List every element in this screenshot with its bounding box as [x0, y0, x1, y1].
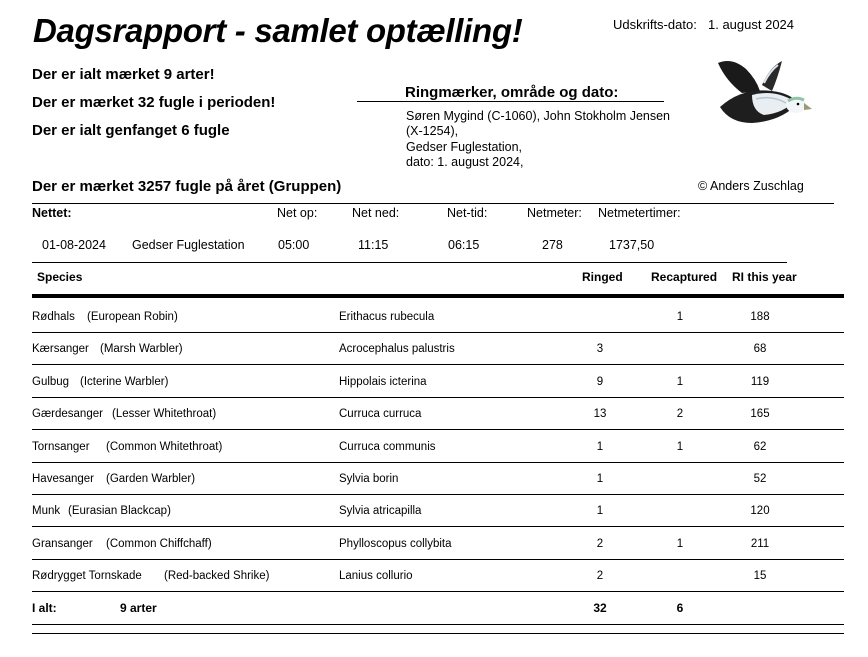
divider — [32, 624, 844, 625]
ringed-count: 1 — [596, 473, 604, 485]
stat-birds-ringed: Der er mærket 32 fugle i perioden! — [32, 94, 276, 111]
net-date: 01-08-2024 — [42, 238, 106, 252]
ringers-line: (X-1254), — [406, 124, 459, 138]
table-row-divider — [32, 429, 844, 430]
net-open-value: 05:00 — [278, 238, 310, 252]
species-latin-name: Sylvia borin — [339, 473, 399, 485]
net-meter-hours-value: 1737,50 — [609, 238, 655, 252]
species-danish-name: Havesanger — [32, 473, 95, 485]
ri-this-year-count: 211 — [750, 538, 770, 550]
col-header-ri-year: RI this year — [732, 270, 797, 284]
table-row-divider — [32, 494, 844, 495]
net-open-label: Net op: — [277, 206, 318, 220]
species-danish-name: Gærdesanger — [32, 408, 103, 420]
species-english-name: (Red-backed Shrike) — [164, 570, 270, 582]
ri-this-year-count: 68 — [753, 343, 767, 355]
species-latin-name: Curruca communis — [339, 441, 436, 453]
ringers-line: dato: 1. august 2024, — [406, 155, 524, 169]
species-danish-name: Kærsanger — [32, 343, 89, 355]
species-danish-name: Munk — [32, 505, 61, 517]
ri-this-year-count: 188 — [750, 311, 770, 323]
net-down-label: Net ned: — [352, 206, 400, 220]
species-latin-name: Curruca curruca — [339, 408, 422, 420]
net-label: Nettet: — [32, 206, 72, 220]
stat-species-count: Der er ialt mærket 9 arter! — [32, 66, 215, 83]
species-english-name: (Common Chiffchaff) — [106, 538, 212, 550]
ringed-count: 2 — [596, 570, 604, 582]
ri-this-year-count: 119 — [750, 376, 770, 388]
stat-recaptured: Der er ialt genfanget 6 fugle — [32, 122, 230, 139]
total-label: I alt: — [32, 601, 57, 615]
recaptured-count: 1 — [676, 538, 684, 550]
net-meters-label: Netmeter: — [527, 206, 582, 220]
col-header-species: Species — [37, 270, 83, 284]
ri-this-year-count: 120 — [750, 505, 770, 517]
net-time-value: 06:15 — [448, 238, 480, 252]
species-english-name: (Common Whitethroat) — [106, 441, 223, 453]
species-danish-name: Rødhals — [32, 311, 75, 323]
net-time-label: Net-tid: — [447, 206, 488, 220]
species-latin-name: Hippolais icterina — [339, 376, 427, 388]
ringers-line: Gedser Fuglestation, — [406, 140, 523, 154]
print-date: 1. august 2024 — [708, 17, 795, 32]
year-total: Der er mærket 3257 fugle på året (Gruppen) — [32, 178, 342, 195]
recaptured-count: 1 — [676, 441, 684, 453]
total-recaptured: 6 — [676, 601, 684, 615]
species-english-name: (Marsh Warbler) — [100, 343, 183, 355]
total-species: 9 arter — [120, 601, 157, 615]
table-row-divider — [32, 332, 844, 333]
recaptured-count: 1 — [676, 376, 684, 388]
net-meter-hours-label: Netmetertimer: — [598, 206, 681, 220]
species-latin-name: Lanius collurio — [339, 570, 413, 582]
ri-this-year-count: 62 — [753, 441, 767, 453]
species-danish-name: Gulbug — [32, 376, 70, 388]
divider — [32, 203, 834, 204]
net-down-value: 11:15 — [358, 238, 389, 252]
species-danish-name: Gransanger — [32, 538, 93, 550]
ringed-count: 3 — [596, 343, 604, 355]
ringed-count: 9 — [596, 376, 604, 388]
ringed-count: 13 — [593, 408, 607, 420]
print-date-label: Udskrifts-dato: — [613, 17, 697, 32]
report-title: Dagsrapport - samlet optælling! — [33, 12, 523, 49]
species-english-name: (Icterine Warbler) — [80, 376, 169, 388]
species-english-name: (Lesser Whitethroat) — [112, 408, 217, 420]
total-ringed: 32 — [593, 601, 607, 615]
species-danish-name: Rødrygget Tornskade — [32, 570, 142, 582]
ri-this-year-count: 52 — [753, 473, 767, 485]
species-english-name: (Eurasian Blackcap) — [68, 505, 171, 517]
table-row-divider — [32, 364, 844, 365]
table-row-divider — [32, 559, 844, 560]
col-header-recaptured: Recaptured — [651, 270, 718, 284]
copyright: © Anders Zuschlag — [698, 179, 804, 193]
recaptured-count: 1 — [676, 311, 684, 323]
ringers-divider — [357, 101, 664, 102]
recaptured-count: 2 — [676, 408, 684, 420]
ri-this-year-count: 15 — [753, 570, 767, 582]
divider — [32, 633, 844, 634]
species-latin-name: Erithacus rubecula — [339, 311, 435, 323]
ringed-count: 1 — [596, 441, 604, 453]
ringers-heading: Ringmærker, område og dato: — [405, 84, 619, 101]
table-row-divider — [32, 526, 844, 527]
ringers-line: Søren Mygind (C-1060), John Stokholm Jensen — [406, 109, 671, 123]
header-rule — [32, 294, 844, 298]
table-row-divider — [32, 462, 844, 463]
species-english-name: (European Robin) — [87, 311, 178, 323]
species-latin-name: Acrocephalus palustris — [339, 343, 455, 355]
species-english-name: (Garden Warbler) — [106, 473, 196, 485]
col-header-ringed: Ringed — [582, 270, 623, 284]
ri-this-year-count: 165 — [750, 408, 770, 420]
species-latin-name: Phylloscopus collybita — [339, 538, 452, 550]
species-latin-name: Sylvia atricapilla — [339, 505, 422, 517]
table-row-divider — [32, 591, 844, 592]
net-place: Gedser Fuglestation — [132, 238, 245, 252]
ringed-count: 2 — [596, 538, 604, 550]
eider-duck-icon — [712, 55, 812, 127]
net-meters-value: 278 — [542, 238, 563, 252]
ringed-count: 1 — [596, 505, 604, 517]
divider — [32, 262, 787, 263]
table-row-divider — [32, 397, 844, 398]
species-danish-name: Tornsanger — [32, 441, 90, 453]
